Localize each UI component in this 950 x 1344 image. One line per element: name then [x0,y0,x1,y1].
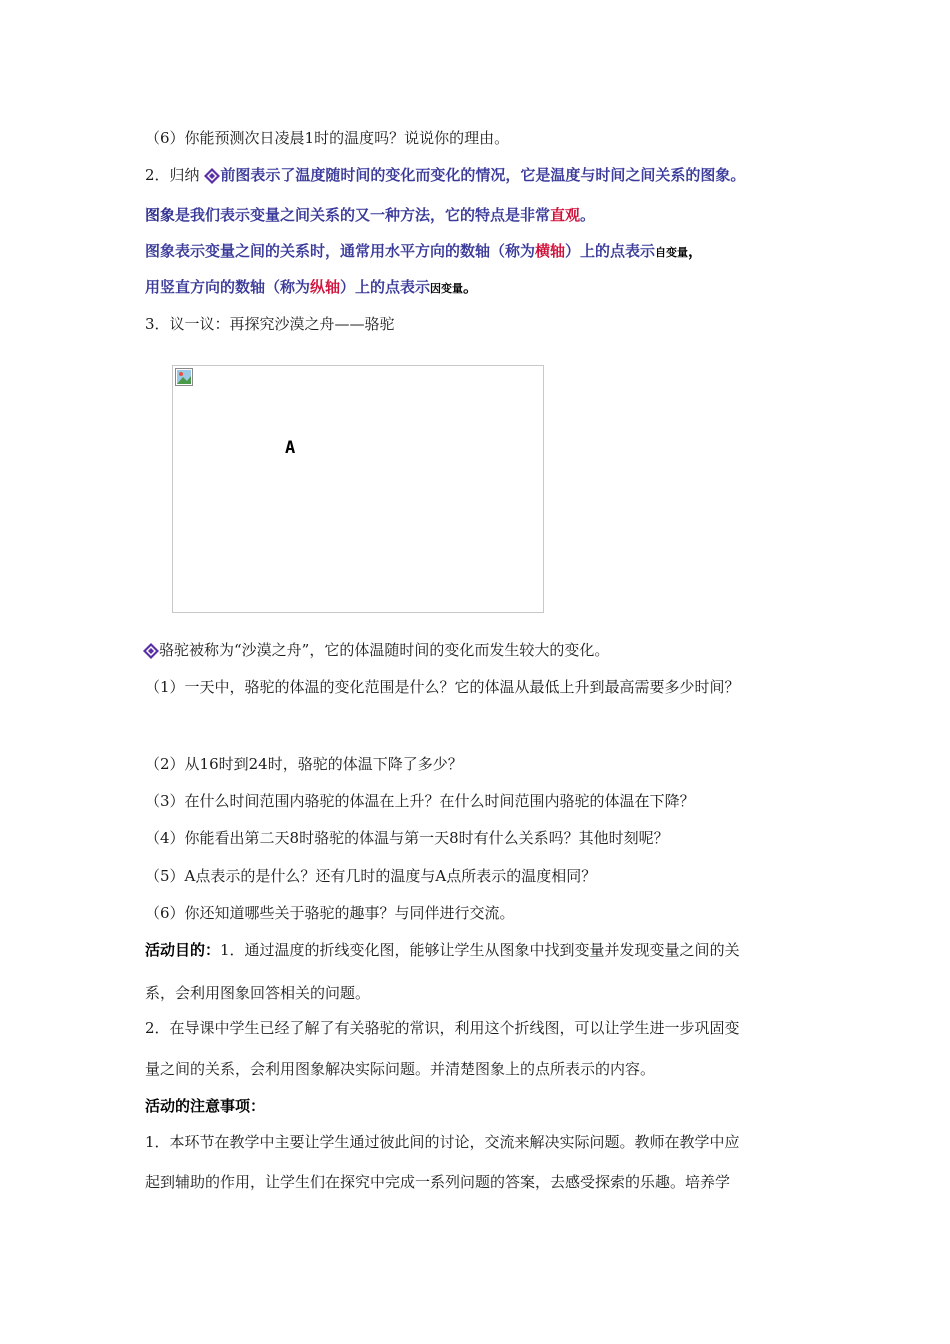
diamond-bullet-icon [204,168,218,182]
diamond-bullet-icon [143,643,157,657]
purpose-line-1: 活动目的：1．通过温度的折线变化图，能够让学生从图象中找到变量并发现变量之间的关 [145,941,740,959]
summary-text: 前图表示了温度随时间的变化而变化的情况，它是温度与时间之间关系的图象。 [220,166,746,184]
discuss-heading: 3．议一议：再探究沙漠之舟——骆驼 [145,315,395,333]
notes-heading: 活动的注意事项： [145,1097,266,1115]
notes-line-2: 起到辅助的作用，让学生们在探究中完成一系列问题的答案，去感受探索的乐趣。培养学 [145,1173,731,1191]
camel-question-5: （5）A点表示的是什么？还有几时的温度与A点所表示的温度相同？ [145,867,597,885]
purpose-line-4: 量之间的关系，会利用图象解决实际问题。并清楚图象上的点所表示的内容。 [145,1060,656,1078]
camel-question-4: （4）你能看出第二天8时骆驼的体温与第一天8时有什么关系吗？其他时刻呢？ [145,829,669,847]
question-6-prev: （6）你能预测次日凌晨1时的温度吗？说说你的理由。 [145,129,510,147]
summary-number: 2．归纳 [145,166,200,184]
notes-line-1: 1．本环节在教学中主要让学生通过彼此间的讨论，交流来解决实际问题。教师在教学中应 [145,1133,740,1151]
summary-line [145,165,745,185]
camel-question-3: （3）在什么时间范围内骆驼的体温在上升？在什么时间范围内骆驼的体温在下降？ [145,792,695,810]
purpose-label: 活动目的： [145,941,221,959]
camel-question-2: （2）从16时到24时，骆驼的体温下降了多少？ [145,755,463,773]
point-a-label: A [285,438,296,458]
axis-line-1: 图象表示变量之间的关系时，通常用水平方向的数轴（称为横轴）上的点表示自变量， [145,242,704,260]
camel-intro: 骆驼被称为“沙漠之舟”，它的体温随时间的变化而发生较大的变化。 [143,640,609,660]
axis-line-2: 用竖直方向的数轴（称为纵轴）上的点表示因变量。 [145,278,479,296]
purpose-line-2: 系，会利用图象回答相关的问题。 [145,984,371,1002]
camel-question-1: （1）一天中，骆驼的体温的变化范围是什么？它的体温从最低上升到最高需要多少时间？ [145,678,740,696]
broken-image-icon [175,368,193,386]
camel-question-6: （6）你还知道哪些关于骆驼的趣事？与同伴进行交流。 [145,904,515,922]
camel-temperature-figure [172,365,544,613]
graph-definition: 图象是我们表示变量之间关系的又一种方法，它的特点是非常直观。 [145,206,596,224]
purpose-line-3: 2．在导课中学生已经了解了有关骆驼的常识，利用这个折线图，可以让学生进一步巩固变 [145,1019,740,1037]
